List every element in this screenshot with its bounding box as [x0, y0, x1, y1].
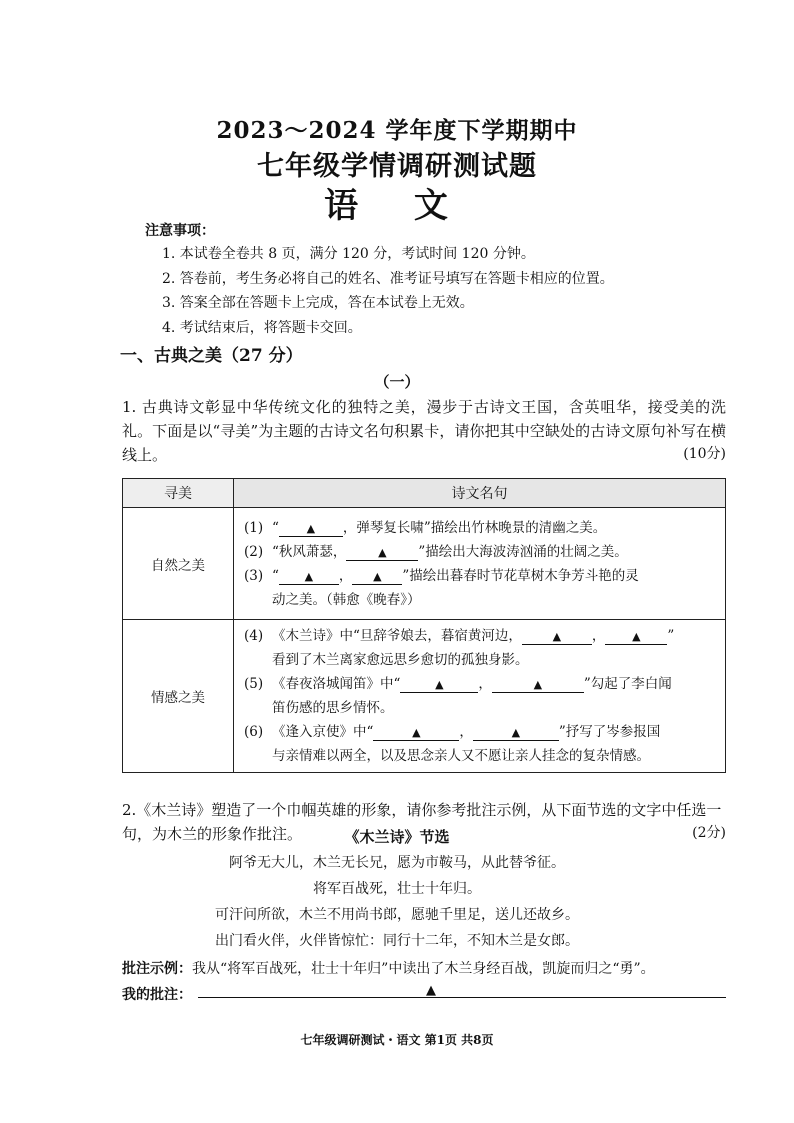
annotation-example [122, 958, 732, 978]
my-annotation-label: 我的批注： [122, 987, 192, 1003]
answer-mark: ▲ [426, 983, 436, 998]
page-footer: 七年级调研测试・语文 第1页 共8页 [300, 1033, 494, 1047]
table-row: (4) 《木兰诗》中“旦辞爷娘去，暮宿黄河边， ▲ ， ▲ ” 看到了木兰离家愈远思乡愈切的孤独身影。 [244, 628, 675, 668]
answer-blank[interactable]: ▲ [400, 678, 478, 693]
verse-line: 出门看火伴，火伴皆惊忙：同行十二年，不知木兰是女郎。 [215, 933, 579, 949]
category-nature: 自然之美 [123, 508, 234, 620]
question-1-score: (10分) [683, 446, 726, 462]
notes-item: 4. 考试结束后，将答题卡交回。 [162, 319, 362, 336]
poem-table [122, 478, 726, 773]
notes-item: 2. 答卷前，考生务必将自己的姓名、准考证号填写在答题卡相应的位置。 [162, 270, 614, 287]
answer-blank[interactable]: ▲ [346, 546, 418, 561]
answer-blank[interactable]: ▲ [352, 570, 402, 585]
verse-line: 将军百战死，壮士十年归。 [313, 881, 481, 897]
answer-blank[interactable]: ▲ [605, 630, 667, 645]
subsection-title: （一） [374, 373, 420, 391]
question-2-score: (2分) [692, 825, 726, 841]
exam-title-term: 2023～2024 学年度下学期期中 [216, 117, 578, 144]
nature-lines [234, 508, 726, 620]
notes-heading: 注意事项： [145, 223, 215, 239]
verse-line: 可汗问所欲，木兰不用尚书郎，愿驰千里足，送儿还故乡。 [215, 907, 579, 923]
table-row: (6) 《逢入京使》中“ ▲ ， ▲ ”抒写了岑参报国 与亲情难以两全，以及思念亲人又不愿让亲人挂念的复杂情感。 [244, 724, 661, 764]
my-annotation-answer-line[interactable] [198, 997, 726, 998]
question-1-text: 1. 古典诗文彰显中华传统文化的独特之美，漫步于古诗文王国，含英咀华，接受美的洗礼。下面是以“寻美”为主题的古诗文名句积累卡，请你把其中空缺处的古诗文原句补写在横线上。 [122, 398, 726, 464]
emotion-lines [234, 620, 726, 773]
verse-line: 阿爷无大儿，木兰无长兄，愿为市鞍马，从此替爷征。 [229, 855, 565, 871]
question-2-text: 2.《木兰诗》塑造了一个巾帼英雄的形象，请你参考批注示例，从下面节选的文字中任选一句，为木兰的形象作批注。 [122, 801, 722, 843]
notes-item: 3. 答案全部在答题卡上完成，答在本试卷上无效。 [162, 295, 474, 311]
table-header-category: 寻美 [123, 479, 234, 508]
exam-title-grade: 七年级学情调研测试题 [257, 151, 537, 182]
answer-blank[interactable]: ▲ [522, 630, 592, 645]
excerpt-title: 《木兰诗》节选 [344, 828, 450, 846]
annotation-example-text: 我从“将军百战死，壮士十年归”中读出了木兰身经百战，凯旋而归之“勇”。 [192, 961, 655, 977]
answer-blank[interactable]: ▲ [279, 522, 343, 537]
notes-item: 1. 本试卷全卷共 8 页，满分 120 分，考试时间 120 分钟。 [162, 246, 535, 262]
answer-blank[interactable]: ▲ [473, 726, 559, 741]
table-row: (1) “ ▲ ，弹琴复长啸”描绘出竹林晚景的清幽之美。 [244, 519, 607, 536]
answer-blank[interactable]: ▲ [279, 570, 339, 585]
section-title: 一、古典之美（27 分） [120, 346, 303, 366]
answer-blank[interactable]: ▲ [373, 726, 459, 741]
category-emotion: 情感之美 [123, 620, 234, 773]
annotation-example-label: 批注示例： [122, 961, 192, 977]
answer-blank[interactable]: ▲ [492, 678, 584, 693]
table-header-lines: 诗文名句 [234, 479, 726, 508]
table-row: (3) “ ▲ ， ▲ ”描绘出暮春时节花草树木争芳斗艳的灵 动之美。（韩愈《晚春》） [244, 567, 639, 608]
notes-list [162, 242, 614, 340]
question-1 [122, 395, 726, 467]
exam-subject: 语 文 [324, 186, 470, 226]
table-row: (5) 《春夜洛城闻笛》中“ ▲ ， ▲ ”勾起了李白闻 笛伤感的思乡情怀。 [244, 676, 672, 716]
table-row: (2) “秋风萧瑟， ▲ ”描绘出大海波涛汹涌的壮阔之美。 [244, 543, 628, 560]
